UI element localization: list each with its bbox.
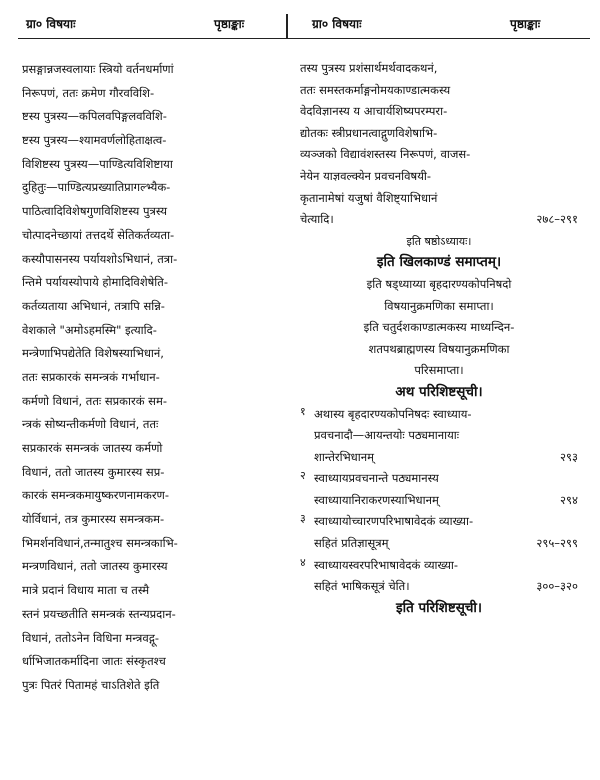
page-range: ३००–३२० — [536, 579, 578, 594]
text-line: चोत्पादनेच्छायां तत्तदर्थे सेतिकर्तव्यता- — [22, 227, 175, 242]
appendix-item — [300, 511, 578, 554]
left-subject-heading: ग्रा० विषयाः — [26, 17, 76, 31]
text-line: अथास्य बृहदारण्यकोपनिषदः स्वाध्याय- — [314, 406, 472, 421]
text-line: मन्त्रेणाभिपद्येतेति विशेषस्याभिधानं, — [22, 346, 164, 361]
entry-text: सहितं प्रतिज्ञासूत्रम् — [314, 536, 389, 551]
text-line: विधानं, ततो जातस्य कुमारस्य सप्र- — [22, 464, 165, 479]
text-line — [300, 209, 578, 231]
text-line: द्योतकः स्त्रीप्रधानत्वाद्गुणविशेषाभि- — [300, 125, 438, 140]
appendix-item — [300, 468, 578, 511]
text-line: पाठित्वादिविशेषगुणविशिष्टस्य पुत्रस्य — [22, 204, 168, 219]
text-line: मात्रे प्रदानं विधाय माता च तस्मै — [22, 583, 150, 598]
text-line: ततः सप्रकारकं समन्त्रकं गर्भाधान- — [22, 369, 160, 384]
section-end-heading: इति खिलकाण्डं समाप्तम्। — [376, 254, 502, 271]
item-number: २ — [300, 469, 306, 483]
entry-text: सहितं भाषिकसूत्रं चेति। — [314, 579, 410, 594]
text-line: प्रसङ्गान्नजस्वलायाः स्त्रियो वर्तनधर्माणां — [22, 62, 174, 76]
appendix-title: अथ परिशिष्टसूची। — [395, 383, 483, 400]
text-line: व्यञ्जको विद्यावंशस्तस्य निरूपणं, वाजस- — [300, 147, 471, 162]
right-subject-heading: ग्रा० विषयाः — [312, 17, 362, 31]
text-line: ततः समस्तकर्माङ्गनोमयकाण्डात्मकस्य — [300, 82, 451, 97]
appendix-end: इति परिशिष्टसूची। — [395, 599, 483, 616]
appendix-item — [300, 555, 578, 598]
text-line: विधानं, ततोऽनेन विधिना मन्त्रवद्गू- — [22, 630, 160, 645]
page-range: २९५–२९९ — [536, 536, 578, 551]
text-line: पुत्रः पितरं पितामहं चाऽतिशेते इति — [22, 677, 160, 692]
colophon-line: परिसमाप्ता। — [414, 363, 464, 378]
text-line: न्त्रकं सोष्यन्तीकर्मणो विधानं, ततः — [22, 417, 159, 432]
text-line: विशिष्टस्य पुत्रस्य—पाण्डित्यविशिष्टाया — [22, 156, 173, 171]
item-number: १ — [300, 404, 306, 418]
text-line: ष्टस्य पुत्रस्य—श्यामवर्णलोहिताक्षत्व- — [22, 133, 167, 148]
item-number: ४ — [300, 555, 306, 569]
page-header — [18, 10, 590, 39]
text-line — [314, 490, 578, 512]
text-line: स्तनं प्रयच्छतीति समन्त्रकं स्तन्यप्रदान- — [22, 606, 176, 621]
chapter-end: इति षष्ठोऽध्यायः। — [406, 234, 472, 248]
entry-text: चेत्यादि। — [300, 212, 334, 227]
text-line — [314, 447, 578, 469]
colophon-line: इति षड्ध्याय्या बृहदारण्यकोपनिषदो — [366, 276, 512, 291]
entry-text: शान्तेरभिधानम् — [314, 449, 374, 464]
text-line: स्वाध्यायस्वरपरिभाषावेदकं व्याख्या- — [314, 557, 459, 572]
header-divider — [286, 14, 288, 38]
text-line: वेदविज्ञानस्य य आचार्यशिष्यपरम्परा- — [300, 104, 448, 119]
text-line: ष्टस्य पुत्रस्य—कपिलवपिङ्गलवविशि- — [22, 109, 167, 124]
text-line: न्तिमे पर्यायस्योपाये होमादिविशेषेति- — [22, 275, 168, 290]
left-column — [22, 58, 264, 698]
text-line: नेयेन याज्ञवल्क्येन प्रवचनविषयी- — [300, 168, 431, 183]
colophon-line: शतपथब्राह्मणस्य विषयानुक्रमणिका — [368, 341, 510, 356]
colophon-line: विषयानुक्रमणिका समाप्ता। — [384, 298, 494, 313]
text-line: निरूपणं, ततः क्रमेण गौरवविशि- — [22, 85, 155, 100]
appendix-item — [300, 404, 578, 469]
text-line: मन्त्रणविधानं, ततो जातस्य कुमारस्य — [22, 559, 168, 574]
text-line: भिमर्शनविधानं,तन्मातुश्च समन्त्रकाभि- — [22, 535, 178, 550]
page-range: २९४ — [560, 492, 578, 507]
colophon-line: इति चतुर्दशकाण्डात्मकस्य माध्यन्दिन- — [363, 320, 515, 335]
text-line — [314, 533, 578, 555]
text-line: कर्मणो विधानं, ततः सप्रकारकं सम- — [22, 393, 167, 408]
text-line: स्वाध्यायोच्चारणपरिभाषावेदकं व्याख्या- — [314, 514, 474, 529]
text-line: कृतानामेषां यजुषां वैशिष्ट्याभिधानं — [300, 190, 438, 205]
item-number: ३ — [300, 512, 306, 526]
text-line: कर्तव्यताया अभिधानं, तत्रापि सन्नि- — [22, 298, 165, 313]
text-line: दुहितुः—पाण्डित्यप्रख्यातिप्रागल्भ्यैक- — [22, 180, 171, 195]
text-line: कारकं समन्त्रकमायुष्करणनामकरण- — [22, 488, 170, 503]
text-line: सप्रकारकं समन्त्रकं जातस्य कर्मणो — [22, 441, 163, 455]
right-page-heading: पृष्ठाङ्काः — [510, 17, 541, 31]
left-page-heading: पृष्ठाङ्काः — [214, 17, 245, 31]
right-column — [300, 58, 578, 619]
text-line: योर्विधानं, तत्र कुमारस्य समन्त्रकम- — [22, 512, 165, 527]
text-line: वेशकाले "अमोऽहमस्मि" इत्यादि- — [22, 322, 157, 337]
page-range: २९३ — [560, 449, 578, 464]
text-line: कस्यौपासनस्य पर्यायशोऽभिधानं, तत्रा- — [22, 251, 178, 266]
text-line: स्वाध्यायप्रवचनान्ते पठ्यमानस्य — [314, 471, 439, 486]
text-line: प्रवचनादौ—आयन्तयोः पठ्यमानायाः — [314, 428, 460, 443]
text-line — [314, 576, 578, 598]
text-line: तस्य पुत्रस्य प्रशंसार्थमर्थवादकथनं, — [300, 61, 438, 75]
entry-text: स्वाध्यायानिराकरणस्याभिधानम् — [314, 492, 439, 507]
page-range: २७८–२९१ — [536, 212, 578, 227]
text-line: र्धाभिजातकर्मादिना जातः संस्कृतश्च — [22, 654, 166, 669]
